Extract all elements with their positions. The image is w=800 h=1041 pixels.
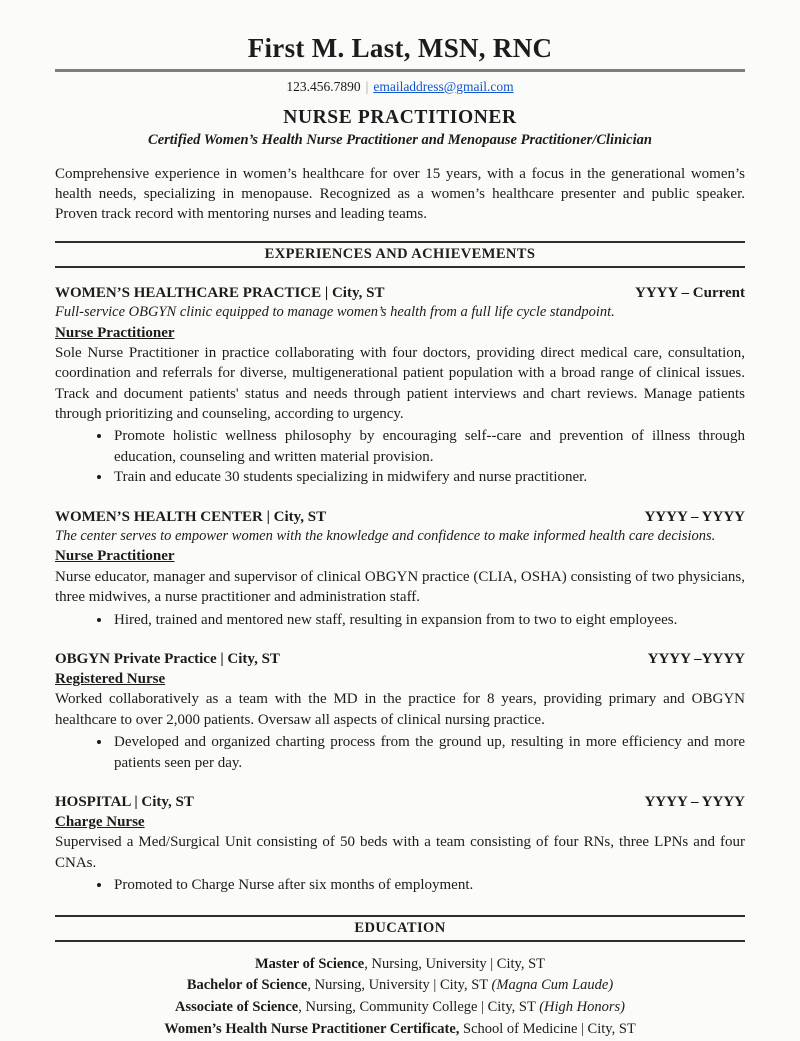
company-tagline: The center serves to empower women with the knowledge and confidence to make informed health care decisions. — [55, 527, 716, 544]
date-range: YYYY – YYYY — [644, 508, 745, 525]
job-role: Nurse Practitioner — [55, 548, 175, 565]
education-item — [55, 954, 745, 976]
education-item — [55, 997, 745, 1019]
bullet-item: • Promoted to Charge Nurse after six months of employment. — [112, 875, 745, 895]
summary-paragraph: Comprehensive experience in women’s healthcare for over 15 years, with a focus in the generational women’s health needs, specializing in menopause. Recognized as a women’s healthcare presenter and public speaker. Proven track record with mentoring nurses and leading teams. — [55, 165, 745, 223]
resume-subtitle: Certified Women’s Health Nurse Practitioner and Menopause Practitioner/Clinician — [148, 131, 652, 148]
section-header-education: EDUCATION — [55, 915, 745, 942]
bullet-item: • Hired, trained and mentored new staff, resulting in expansion from to two to eight employees. — [112, 610, 745, 630]
candidate-name: First M. Last, MSN, RNC — [247, 33, 553, 63]
degree-details: , Nursing, University | City, ST — [307, 977, 492, 994]
bullet-list — [55, 732, 745, 773]
bullet-list — [55, 426, 745, 487]
job-header — [55, 649, 745, 669]
email-link[interactable]: emailaddress@gmail.com — [373, 78, 514, 94]
phone-number: 123.456.7890 — [286, 78, 361, 94]
company-name: WOMEN’S HEALTH CENTER | City, ST — [55, 508, 327, 525]
job-description: Supervised a Med/Surgical Unit consisting of 50 beds with a team consisting of four RNs, three LPNs and four CNAs. — [55, 834, 745, 871]
bullet-item: • Train and educate 30 students specializing in midwifery and nurse practitioner. — [112, 467, 745, 487]
job-description: Nurse educator, manager and supervisor of clinical OBGYN practice (CLIA, OSHA) consisting of two physicians, three midwives, a nurse practitioner and administration staff. — [55, 568, 745, 606]
job-header — [55, 792, 745, 812]
company-name: OBGYN Private Practice | City, ST — [55, 650, 280, 667]
education-item — [55, 1019, 745, 1041]
degree-details: , Nursing, Community College | City, ST — [298, 999, 540, 1016]
section-header-experience: EXPERIENCES AND ACHIEVEMENTS — [55, 241, 745, 268]
job-role: Nurse Practitioner — [55, 324, 175, 341]
bullet-list — [55, 610, 745, 630]
experience-section — [55, 283, 745, 896]
degree-details: , Nursing, University | City, ST — [364, 955, 546, 972]
bullet-item: • Developed and organized charting process from the ground up, resulting in more efficiency and more patients seen per day. — [112, 732, 745, 773]
education-item — [55, 975, 745, 997]
education-section — [55, 954, 745, 1041]
job-role: Charge Nurse — [55, 814, 145, 831]
date-range: YYYY –YYYY — [647, 650, 745, 667]
job-entry — [55, 649, 745, 773]
company-tagline: Full-service OBGYN clinic equipped to manage women’s health from a full life cycle standpoint. — [55, 304, 615, 321]
degree-details: School of Medicine | City, ST — [459, 1020, 636, 1037]
degree-name: Associate of Science — [175, 999, 299, 1016]
job-header — [55, 507, 745, 527]
job-entry — [55, 283, 745, 488]
contact-separator: | — [365, 78, 369, 94]
degree-honors: (Magna Cum Laude) — [491, 977, 614, 994]
job-header — [55, 283, 745, 303]
name-divider — [55, 69, 745, 72]
degree-honors: (High Honors) — [539, 999, 625, 1016]
job-description: Sole Nurse Practitioner in practice collaborating with four doctors, providing direct medical care, consultation, coordination and referrals for diverse, multigenerational patient population with a broad range of clinical issues. Track and document patients' status and needs through patient interviews and chart reviews. Manage patients through prioritizing and counseling, according to urgency. — [55, 344, 745, 423]
bullet-list — [55, 875, 745, 895]
job-entry — [55, 792, 745, 896]
job-entry — [55, 507, 745, 630]
date-range: YYYY – Current — [635, 284, 745, 301]
degree-name: Bachelor of Science — [186, 977, 308, 994]
resume-title: NURSE PRACTITIONER — [283, 106, 517, 128]
job-description: Worked collaboratively as a team with the MD in the practice for 8 years, providing primary and OBGYN healthcare to over 2,000 patients. Oversaw all aspects of clinical nursing practice. — [55, 691, 745, 728]
company-name: WOMEN’S HEALTHCARE PRACTICE | City, ST — [55, 284, 385, 301]
degree-name: Women’s Health Nurse Practitioner Certificate, — [164, 1020, 460, 1037]
contact-line — [55, 79, 745, 95]
date-range: YYYY – YYYY — [644, 793, 745, 810]
bullet-item: • Promote holistic wellness philosophy by encouraging self--care and prevention of illness through education, counseling and written material provision. — [112, 426, 745, 467]
degree-name: Master of Science — [254, 955, 365, 972]
job-role: Registered Nurse — [55, 671, 166, 688]
company-name: HOSPITAL | City, ST — [55, 793, 194, 810]
